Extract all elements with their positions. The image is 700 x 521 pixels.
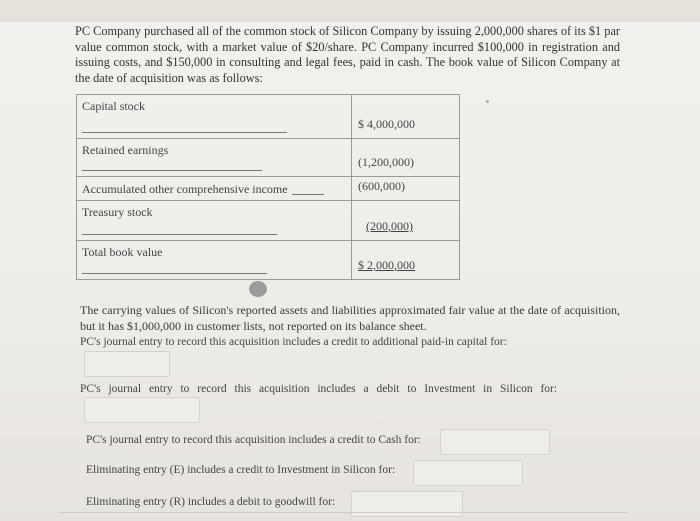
question-elim-r: Eliminating entry (R) includes a debit to goodwill for: [86, 496, 336, 508]
label-cell [77, 201, 352, 241]
row-value: (600,000) [358, 179, 405, 193]
answer-input-elim-e[interactable] [413, 460, 523, 486]
underline [292, 194, 324, 195]
row-value: (200,000) [366, 219, 413, 233]
underline [82, 234, 277, 235]
value-cell [352, 95, 460, 139]
table-row [77, 177, 460, 201]
question-investment-debit: PC's journal entry to record this acquisition includes a debit to Investment in Silicon for: [80, 383, 558, 395]
answer-input-cash-credit[interactable] [440, 429, 550, 455]
row-label-wrap [82, 182, 351, 197]
row-value: $ 2,000,000 [358, 258, 415, 272]
problem-intro: PC Company purchased all of the common stock of Silicon Company by issuing 2,000,000 shares of its $1 par value common stock, with a market value of $20/share. PC Company incurred $100,000 in registration and issuing costs, and $150,000 in consulting and legal fees, paid in cash. The book value of Silicon Company at the date of acquisition was as follows: [75, 24, 620, 85]
row-value: (1,200,000) [358, 155, 414, 169]
row-label: Total book value [82, 245, 163, 259]
question-cash-credit: PC's journal entry to record this acquisition includes a credit to Cash for: [86, 434, 421, 446]
table-row [77, 95, 460, 139]
label-cell [77, 139, 352, 177]
value-cell [352, 241, 460, 280]
label-cell [77, 241, 352, 280]
fair-value-paragraph: The carrying values of Silicon's reported assets and liabilities approximated fair value at the date of acquisition, but it has $1,000,000 in customer lists, not reported on its balance sheet. [80, 303, 620, 333]
question-apic: PC's journal entry to record this acquisition includes a credit to additional paid-in capital for: [80, 336, 507, 348]
row-label: Capital stock [82, 99, 145, 113]
question-elim-e: Eliminating entry (E) includes a credit to Investment in Silicon for: [86, 464, 396, 476]
value-cell [352, 177, 460, 201]
table-row [77, 201, 460, 241]
bottom-rule [58, 512, 628, 513]
value-cell [352, 201, 460, 241]
answer-input-apic[interactable] [84, 351, 170, 377]
value-cell [352, 139, 460, 177]
underline [82, 273, 267, 274]
table-row [77, 241, 460, 280]
answer-input-investment-debit[interactable] [84, 397, 200, 423]
row-label: Accumulated other comprehensive income [82, 182, 288, 196]
book-value-table [76, 94, 460, 280]
label-cell [77, 177, 352, 201]
row-label: Retained earnings [82, 143, 169, 157]
speck [486, 100, 489, 103]
table-row [77, 139, 460, 177]
cursor-dot [249, 281, 267, 297]
row-label: Treasury stock [82, 205, 153, 219]
underline [82, 170, 262, 171]
underline [82, 132, 287, 133]
row-value: $ 4,000,000 [358, 117, 415, 131]
answer-input-elim-r[interactable] [351, 491, 463, 517]
label-cell [77, 95, 352, 139]
top-band [0, 0, 700, 22]
